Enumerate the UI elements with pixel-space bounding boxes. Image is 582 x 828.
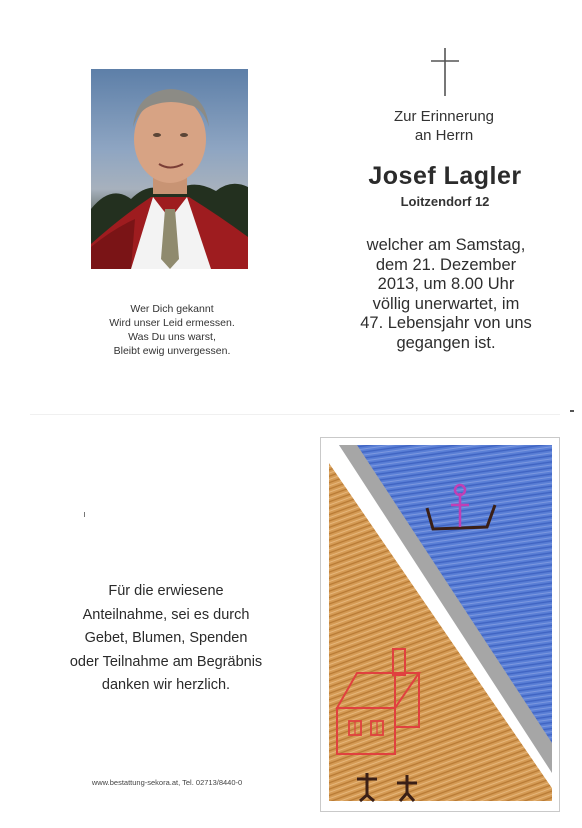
- verse-line: Wird unser Leid ermessen.: [109, 317, 235, 329]
- thanks-line: Für die erwiesene: [108, 583, 224, 599]
- thanks-line: oder Teilnahme am Begräbnis: [69, 653, 263, 670]
- deceased-name: Josef Lagler: [368, 162, 522, 190]
- notice-line: dem 21. Dezember: [375, 255, 517, 274]
- intro-line: an Herrn: [414, 127, 474, 144]
- intro-line: Zur Erinnerung: [393, 108, 495, 125]
- child-drawing: [327, 443, 554, 805]
- memorial-intro: [370, 107, 518, 145]
- portrait-photo: [91, 69, 248, 269]
- death-notice-text: [336, 236, 556, 353]
- memorial-verse: [82, 302, 262, 358]
- funeral-home-imprint: www.bestattung-sekora.at, Tel. 02713/8440-0: [91, 778, 243, 787]
- thank-you-text: [56, 580, 276, 698]
- notice-line: gegangen ist.: [396, 333, 496, 352]
- notice-line: 2013, um 8.00 Uhr: [377, 275, 515, 293]
- notice-line: welcher am Samstag,: [366, 236, 526, 254]
- cross-icon: [428, 46, 462, 98]
- verse-line: Bleibt ewig unvergessen.: [113, 345, 231, 357]
- thanks-line: Gebet, Blumen, Spenden: [84, 630, 248, 646]
- verse-line: Was Du uns warst,: [128, 331, 216, 343]
- verse-line: Wer Dich gekannt: [130, 303, 214, 315]
- deceased-address: Loitzendorf 12: [400, 194, 490, 209]
- edge-mark: [570, 410, 574, 412]
- notice-line: 47. Lebensjahr von uns: [360, 314, 532, 332]
- thanks-line: danken wir herzlich.: [101, 677, 231, 693]
- notice-line: völlig unerwartet, im: [372, 294, 520, 313]
- thanks-line: Anteilnahme, sei es durch: [82, 606, 250, 623]
- paper-speck: [84, 512, 85, 517]
- fold-line: [30, 414, 560, 415]
